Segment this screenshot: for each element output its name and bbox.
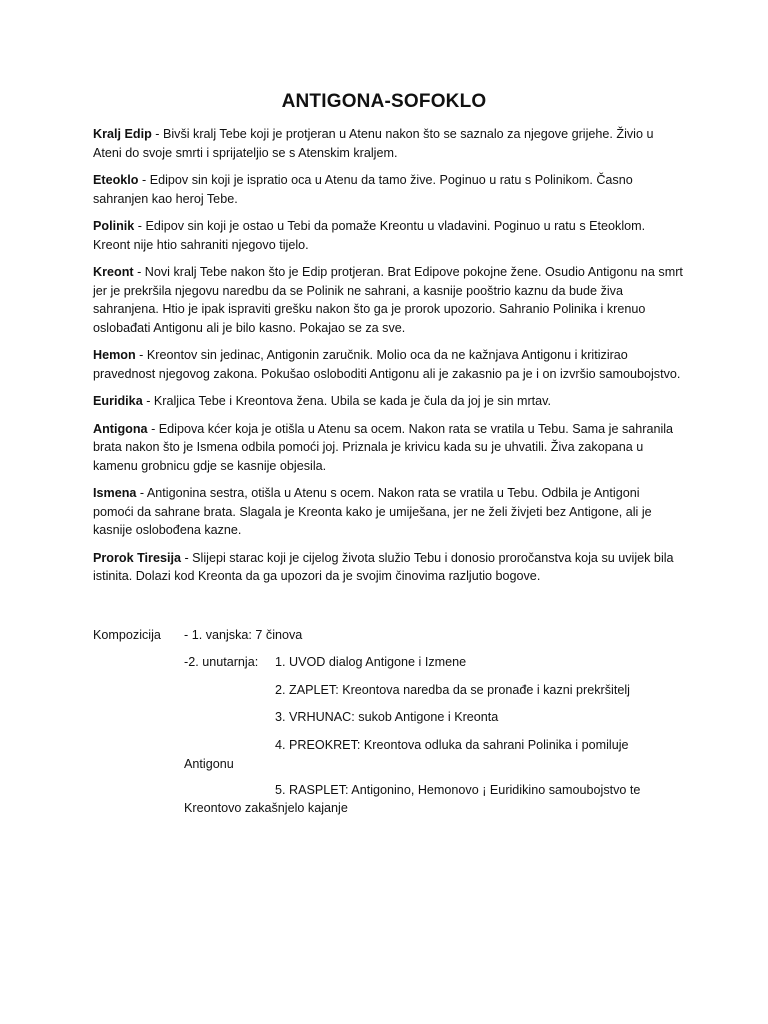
character-entry bbox=[93, 549, 683, 586]
character-name: Prorok Tiresija bbox=[93, 550, 181, 565]
character-entry bbox=[93, 263, 683, 337]
character-description: - Edipov sin koji je ostao u Tebi da pomaže Kreontu u vladavini. Poginuo u ratu s Eteoklom. Kreont nije htio sahraniti njegovo tijelo. bbox=[93, 219, 646, 252]
character-description: - Kraljica Tebe i Kreontova žena. Ubila se kada je čula da joj je sin mrtav. bbox=[142, 394, 552, 408]
composition-inner-label: -2. unutarnja: bbox=[184, 655, 259, 669]
character-description: - Novi kralj Tebe nakon što je Edip protjeran. Brat Edipove pokojne žene. Osudio Antigonu na smrt jer je prekršila njegovu naredbu da se Polinik ne sahrani, a kasnije pooštrio kaznu da bude živa sahranjena. Htio je ipak ispraviti grešku nakon što ga je prorok upozorio. Sahranio Polinika i krenuo oslobađati Antigonu ali je bilo kasno. Pokajao se za sve. bbox=[93, 265, 683, 335]
character-entry bbox=[93, 420, 683, 476]
composition-item: 3. VRHUNAC: sukob Antigone i Kreonta bbox=[275, 710, 499, 724]
character-description: - Edipov sin koji je ispratio oca u Atenu da tamo žive. Poginuo u ratu s Polinikom. Časno sahranjen kao heroj Tebe. bbox=[93, 173, 633, 206]
composition-item-continuation: Antigonu bbox=[184, 757, 234, 771]
character-description: - Slijepi starac koji je cijelog života služio Tebu i donosio proročanstva koja su uvijek bila istinita. Dolazi kod Kreonta da ga upozori da je svojim činovima razljutio bogove. bbox=[93, 550, 674, 583]
character-description: - Antigonina sestra, otišla u Atenu s ocem. Nakon rata se vratila u Tebu. Odbila je Antigoni pomoći da sahrane brata. Slagala je Kreonta kako je umiješana, jer ne želi živjeti bez Antigone, ali je kasnije oslobođena kazne. bbox=[93, 486, 652, 537]
character-entry bbox=[93, 484, 683, 540]
character-entry bbox=[93, 125, 683, 162]
character-description: - Edipova kćer koja je otišla u Atenu sa ocem. Nakon rata se vratila u Tebu. Sama je sahranila brata nakon što je Ismena odbila pomoći joj. Priznala je krivicu kada su je uhvatili. Živa zakopana u kamenu grobnicu gdje se kasnije objesila. bbox=[93, 421, 674, 473]
character-description: - Kreontov sin jedinac, Antigonin zaručnik. Molio oca da ne kažnjava Antigonu i kritizirao pravednost njegovog zakona. Pokušao osloboditi Antigonu ali je zakasnio pa je i on izvršio samoubojstvo. bbox=[93, 348, 681, 381]
composition-label: Kompozicija bbox=[93, 628, 161, 642]
composition-item: 5. RASPLET: Antigonino, Hemonovo ¡ Euridikino samoubojstvo te bbox=[275, 783, 641, 797]
character-name: Euridika bbox=[93, 394, 143, 408]
character-name: Kreont bbox=[93, 265, 134, 279]
composition-item: 2. ZAPLET: Kreontova naredba da se pronađe i kazni prekršitelj bbox=[275, 683, 630, 697]
character-list bbox=[93, 125, 683, 595]
character-entry bbox=[93, 392, 683, 411]
character-name: Eteoklo bbox=[93, 173, 139, 187]
character-entry bbox=[93, 171, 683, 208]
document-title: ANTIGONA-SOFOKLO bbox=[281, 91, 487, 112]
composition-item: 4. PREOKRET: Kreontova odluka da sahrani Polinika i pomiluje bbox=[275, 738, 629, 752]
character-entry bbox=[93, 346, 683, 383]
composition-outer: - 1. vanjska: 7 činova bbox=[184, 628, 303, 642]
character-name: Polinik bbox=[93, 219, 135, 233]
character-name: Antigona bbox=[93, 421, 148, 436]
character-name: Hemon bbox=[93, 348, 136, 362]
composition-item: 1. UVOD dialog Antigone i Izmene bbox=[275, 655, 467, 669]
character-entry bbox=[93, 217, 683, 254]
composition-item-continuation: Kreontovo zakašnjelo kajanje bbox=[184, 801, 348, 815]
character-name: Kralj Edip bbox=[93, 127, 152, 141]
character-name: Ismena bbox=[93, 486, 137, 500]
character-description: - Bivši kralj Tebe koji je protjeran u Atenu nakon što se saznalo za njegove grijehe. Živio u Ateni do svoje smrti i sprijateljio se s Atenskim kraljem. bbox=[93, 127, 654, 160]
